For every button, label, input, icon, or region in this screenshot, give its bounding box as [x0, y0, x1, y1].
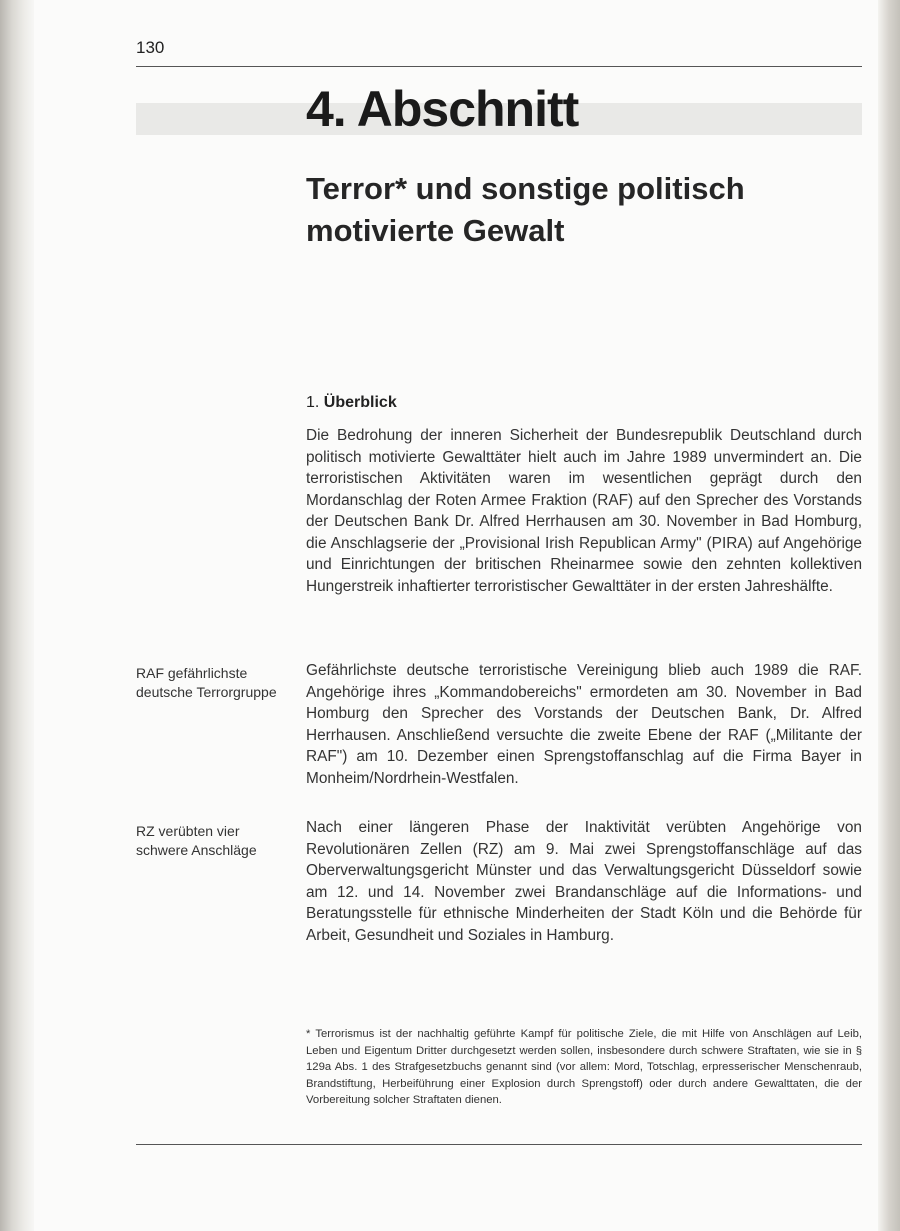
book-edge-right — [878, 0, 900, 1231]
footnote: * Terrorismus ist der nachhaltig geführte Kampf für politische Ziele, die mit Hilfe von Anschlägen auf Leib, Leben und Eigentum Dritter durchgesetzt werden sollen, insbesondere durch schwere Straftaten, wie sie in § 129a Abs. 1 des Strafgesetzbuchs genannt sind (vor allem: Mord, Totschlag, erpresserischer Menschenraub, Brandstiftung, Herbeiführung einer Explosion durch Sprengstoff) oder durch andere Gewalttaten, die der Vorbereitung solcher Straftaten dienen. — [306, 1028, 862, 1106]
sidenote-rz: RZ verübten vier schwere Anschläge — [136, 823, 257, 858]
section-title: 4. Abschnitt — [306, 81, 579, 137]
book-binding-left — [0, 0, 34, 1231]
footer-rule — [136, 1144, 862, 1145]
page-number: 130 — [136, 38, 165, 57]
sidenote-raf: RAF gefährlichste deutsche Terrorgruppe — [136, 665, 277, 700]
header-rule — [136, 66, 862, 67]
paragraph-overview: Die Bedrohung der inneren Sicherheit der Bundesrepublik Deutschland durch politisch motivierte Gewalttäter hielt auch im Jahre 1989 unvermindert an. Die terroristischen Aktivitäten waren im wesentlichen geprägt durch den Mordanschlag der Roten Armee Fraktion (RAF) auf den Sprecher des Vorstands der Deutschen Bank Dr. Alfred Herrhausen am 30. November in Bad Homburg, die Anschlagserie der „Provisional Irish Republican Army" (PIRA) auf Angehörige und Einrichtungen der britischen Rheinarmee sowie den zehnten kollektiven Hungerstreik inhaftierter terroristischer Gewalttäter in der ersten Jahreshälfte. — [306, 427, 862, 595]
section-heading-text: Überblick — [323, 394, 397, 411]
section-heading — [306, 394, 397, 412]
paragraph-rz: Nach einer längeren Phase der Inaktivität verübten Angehörige von Revolutionären Zellen (RZ) am 9. Mai zwei Sprengstoffanschläge auf das Oberverwaltungsgericht Münster und das Verwaltungsgericht Düsseldorf sowie am 12. und 14. November zwei Brandanschläge auf die Informations- und Beratungsstelle für ethnische Minderheiten der Stadt Köln und die Behörde für Arbeit, Gesundheit und Soziales in Hamburg. — [306, 819, 862, 944]
section-heading-number: 1. — [306, 394, 320, 411]
paragraph-raf: Gefährlichste deutsche terroristische Vereinigung blieb auch 1989 die RAF. Angehörige ihres „Kommandobereichs" ermordeten am 30. November in Bad Homburg den Sprecher des Vorstands der Deutschen Bank, Dr. Alfred Herrhausen. Anschließend versuchte die zweite Ebene der RAF („Militante der RAF") am 10. Dezember einen Sprengstoffanschlag auf die Firma Bayer in Monheim/Nordrhein-Westfalen. — [306, 662, 862, 787]
chapter-title: Terror* und sonstige politisch motivierte Gewalt — [306, 171, 745, 248]
